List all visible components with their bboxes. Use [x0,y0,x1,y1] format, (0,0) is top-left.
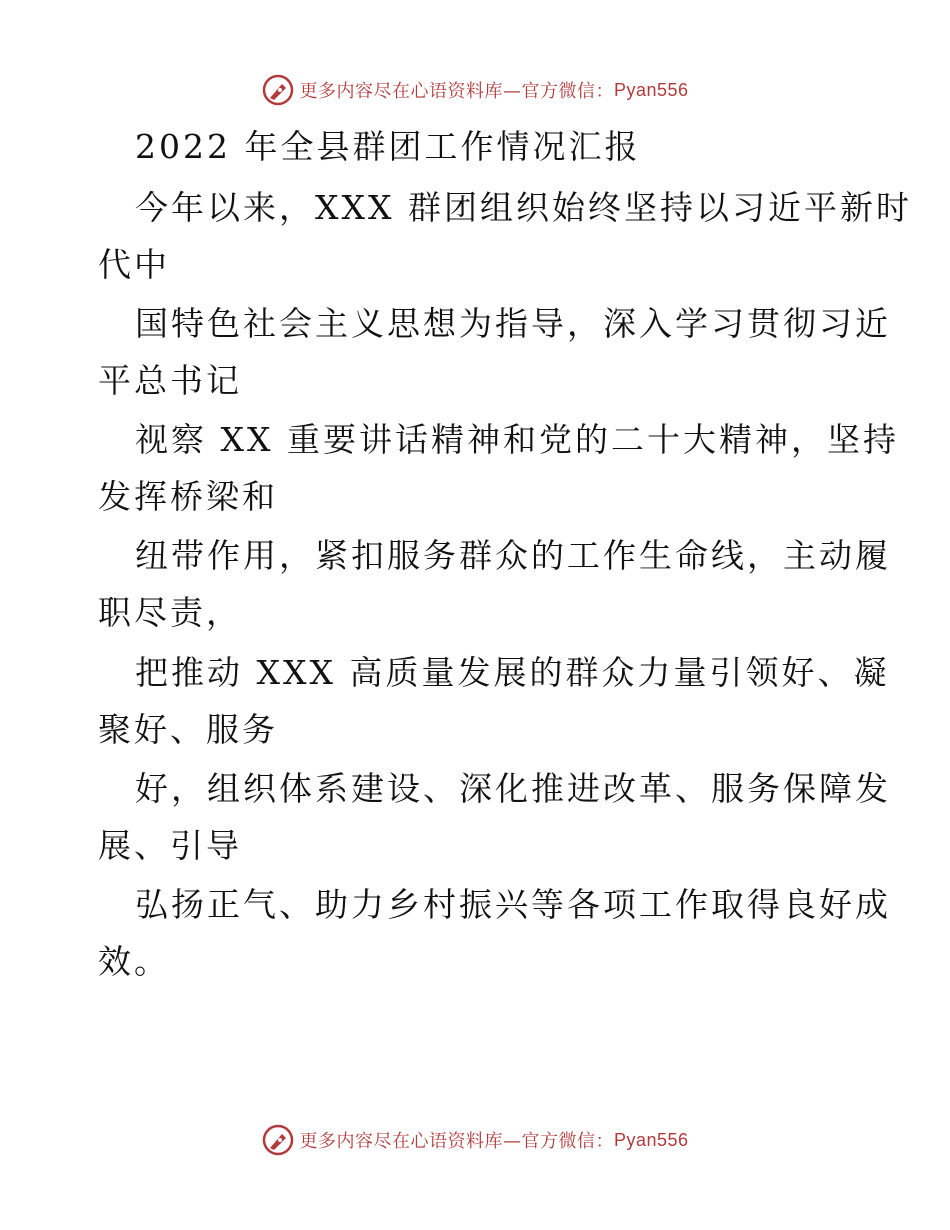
paragraph-line: 好，组织体系建设、深化推进改革、服务保障发 [135,769,891,808]
paragraph-line: 发挥桥梁和 [98,477,278,516]
paragraph-line: 平总书记 [98,361,242,400]
watermark-text: 更多内容尽在心语资料库—官方微信： [299,1131,614,1152]
watermark-footer [0,1122,950,1158]
watermark-text: 更多内容尽在心语资料库—官方微信： [299,81,614,102]
paragraph-line: 弘扬正气、助力乡村振兴等各项工作取得良好成 [135,885,891,924]
watermark-account: Pyan556 [613,79,689,100]
watermark-account: Pyan556 [613,1129,689,1150]
pen-nib-circle-icon [261,1123,295,1157]
paragraph-line: 聚好、服务 [98,710,278,749]
pen-nib-circle-icon [261,73,295,107]
paragraph-line: 职尽责， [98,593,242,632]
paragraph-line: 效。 [98,942,170,981]
paragraph-line: 今年以来，XXX 群团组织始终坚持以习近平新时 [135,188,912,227]
paragraph-line: 代中 [98,245,170,284]
watermark-header [0,72,950,108]
document-title: 2022 年全县群团工作情况汇报 [135,127,641,166]
paragraph-line: 视察 XX 重要讲话精神和党的二十大精神，坚持 [135,420,899,459]
paragraph-line: 展、引导 [98,826,242,865]
paragraph-line: 纽带作用，紧扣服务群众的工作生命线，主动履 [135,536,891,575]
paragraph-line: 国特色社会主义思想为指导，深入学习贯彻习近 [135,304,891,343]
paragraph-line: 把推动 XXX 高质量发展的群众力量引领好、凝 [135,653,890,692]
